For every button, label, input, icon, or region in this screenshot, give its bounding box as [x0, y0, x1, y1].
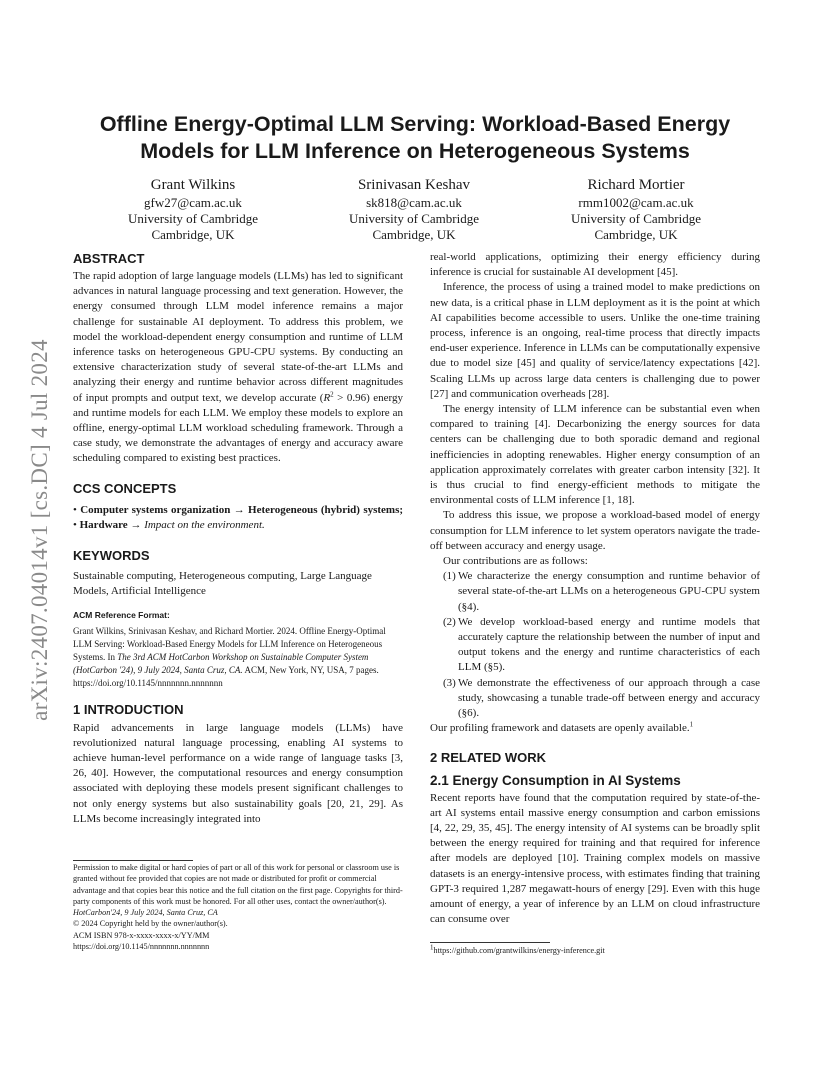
keywords-text: Sustainable computing, Heterogeneous computing, Large Language Models, Artificial Intelligence	[73, 570, 372, 598]
copyright-notice: © 2024 Copyright held by the owner/author(s).	[73, 919, 228, 929]
contributions-intro: Our contributions are as follows:	[443, 555, 588, 568]
author-email: gfw27@cam.ac.uk	[144, 195, 242, 210]
abstract-heading: ABSTRACT	[73, 251, 145, 266]
conference-info: HotCarbon'24, 9 July 2024, Santa Cruz, CA	[73, 908, 218, 918]
author-name: Srinivasan Keshav	[357, 177, 471, 193]
keywords-heading: KEYWORDS	[73, 548, 150, 564]
list-item: (3) We demonstrate the effectiveness of our approach through a case study, showcasing a tunable trade-off between energy and accuracy (§6).	[443, 676, 760, 720]
footer-rule	[73, 860, 193, 861]
list-item: (1) We characterize the energy consumption and runtime behavior of several state-of-the-art LLMs on a heterogeneous GPU-CPU system (§4).	[443, 570, 760, 613]
footnote-url: $^1$https://github.com/grantwilkins/energy-inference.git	[430, 943, 605, 955]
contributions-list	[430, 569, 760, 721]
author-location: Cambridge, UK	[594, 227, 678, 242]
author-block	[304, 176, 524, 243]
author-name: Grant Wilkins	[150, 177, 236, 193]
author-affiliation: University of Cambridge	[128, 211, 258, 226]
ccs-concepts: • Computer systems organization → Heterogeneous (hybrid) systems; • Hardware → Impact on the environment.	[73, 503, 404, 531]
author-location: Cambridge, UK	[151, 227, 235, 242]
related-work-heading: 2 RELATED WORK	[430, 749, 547, 765]
intro-paragraph: Inference, the process of using a trained model to make predictions on new data, is a critical phase in LLM deployment as it is the point at which AI capabilities become accessible to users. Unlike the one-time training process, inference is an ongoing, real-time process that directly impacts end-user experience. Inference in LLMs can be computationally expensive due to model size [45] and quality of service/latency expectations [42]. Scaling LLMs up across large data centers is challenging due to power [27] and communication overheads [28].	[430, 281, 760, 400]
author-block	[526, 176, 746, 243]
list-item: (2) We develop workload-based energy and runtime models that accurately capture the relationship between the number of input and output tokens and the energy and runtime characteristics of each LLM (§5).	[443, 615, 760, 674]
title-line: Offline Energy-Optimal LLM Serving: Workload-Based Energy	[99, 112, 731, 136]
intro-paragraph: The energy intensity of LLM inference can be substantial even when compared to training [4]. Decarbonizing the energy sources for data centers can be challenging due to both sporadic demand and regional inefficiencies in adopting renewables. Higher energy consumption of an application approximately correlates with greater carbon intensity [32]. It is thus crucial to find energy-efficient methods to mitigate the environmental costs of LLM inference [1, 18].	[430, 403, 760, 507]
intro-text: Rapid advancements in large language models (LLMs) have revolutionized natural language processing, enabling AI systems to achieve human-level performance on a wide range of language tasks [3, 26, 40]. However, the computational resources and energy consumption associated with deploying these models present significant challenges to not only energy systems but also sustainability goals [20, 21, 29]. As LLMs become increasingly integrated into	[73, 721, 403, 825]
intro-heading: 1 INTRODUCTION	[73, 701, 184, 717]
author-email: sk818@cam.ac.uk	[366, 195, 462, 210]
related-work-text: Recent reports have found that the computation required by state-of-the-art AI systems entail massive energy consumption and carbon emissions [4, 22, 29, 35, 45]. The energy intensity of AI systems can be broadly split between the energy required for training and that required for inference after models are deployed [10]. Training complex models on massive datasets is an energy-intensive process, with estimates finding that training GPT-3 required 1,287 megawatt-hours of energy [29]. Even with this huge amount of energy, a year of inference by an LLM on cloud infrastructure can consume over	[430, 791, 760, 926]
right-footnote	[430, 942, 760, 956]
abstract-text: The rapid adoption of large language models (LLMs) has led to significant advances in natural language processing and text generation. However, the energy consumed through LLM model inference remains a major challenge for sustainable AI deployment. To address this problem, we model the workload-dependent energy consumption and runtime of LLM inference tasks on heterogeneous GPU-CPU systems. By conducting an extensive characterization study of several state-of-the-art LLMs and analyzing their energy and runtime behavior across different magnitudes of input prompts and output text, we develop accurate $(R^2 > 0.96)$ energy and runtime models for each LLM. We employ these models to explore an offline, energy-optimal LLM workload scheduling framework. Through a case study, we demonstrate the advantages of energy and accuracy aware scheduling compared to existing best practices.	[73, 270, 403, 465]
right-column	[430, 250, 760, 927]
arxiv-watermark: arXiv:2407.04014v1 [cs.DC] 4 Jul 2024	[27, 339, 52, 721]
author-block	[83, 176, 303, 243]
left-column	[73, 250, 403, 827]
title-line: Models for LLM Inference on Heterogeneous Systems	[140, 139, 690, 163]
acm-ref-text: Grant Wilkins, Srinivasan Keshav, and Richard Mortier. 2024. Offline Energy-Optimal LLM Serving: Workload-Based Energy Models for LLM Inference on Heterogeneous Systems. In The 3rd ACM HotCarbon Workshop on Sustainable Computer System (HotCarbon '24), 9 July 2024, Santa Cruz, CA. ACM, New York, NY, USA, 7 pages. https://doi.org/10.1145/nnnnnnn.nnnnnnn	[73, 625, 386, 689]
intro-text-cont: real-world applications, optimizing their energy efficiency during inference is crucial for sustainable AI development [45].	[430, 251, 760, 279]
ccs-heading: CCS CONCEPTS	[73, 480, 177, 496]
left-footer	[73, 860, 403, 952]
acm-ref-heading: ACM Reference Format:	[73, 610, 170, 621]
isbn: ACM ISBN 978-x-xxxx-xxxx-x/YY/MM	[73, 930, 210, 940]
author-location: Cambridge, UK	[372, 227, 456, 242]
subsection-heading: 2.1 Energy Consumption in AI Systems	[430, 772, 681, 788]
author-email: rmm1002@cam.ac.uk	[578, 195, 694, 210]
author-name: Richard Mortier	[587, 177, 685, 193]
permission-notice: Permission to make digital or hard copies of part or all of this work for personal or classroom use is granted without fee provided that copies are not made or distributed for profit or commercial advantage and that copies bear this notice and the full citation on the first page. Copyrights for third-party components of this work must be honored. For all other uses, contact the owner/author(s).	[73, 863, 403, 906]
intro-paragraph: To address this issue, we propose a workload-based model of energy consumption for LLM inference to let system operators navigate the trade-off between accuracy and energy usage.	[430, 509, 760, 552]
paper-title	[70, 111, 760, 165]
author-affiliation: University of Cambridge	[571, 211, 701, 226]
doi: https://doi.org/10.1145/nnnnnnn.nnnnnnn	[73, 942, 210, 952]
availability-note: Our profiling framework and datasets are openly available.$^1$	[430, 720, 694, 735]
footnote-rule	[430, 942, 550, 943]
author-affiliation: University of Cambridge	[349, 211, 479, 226]
